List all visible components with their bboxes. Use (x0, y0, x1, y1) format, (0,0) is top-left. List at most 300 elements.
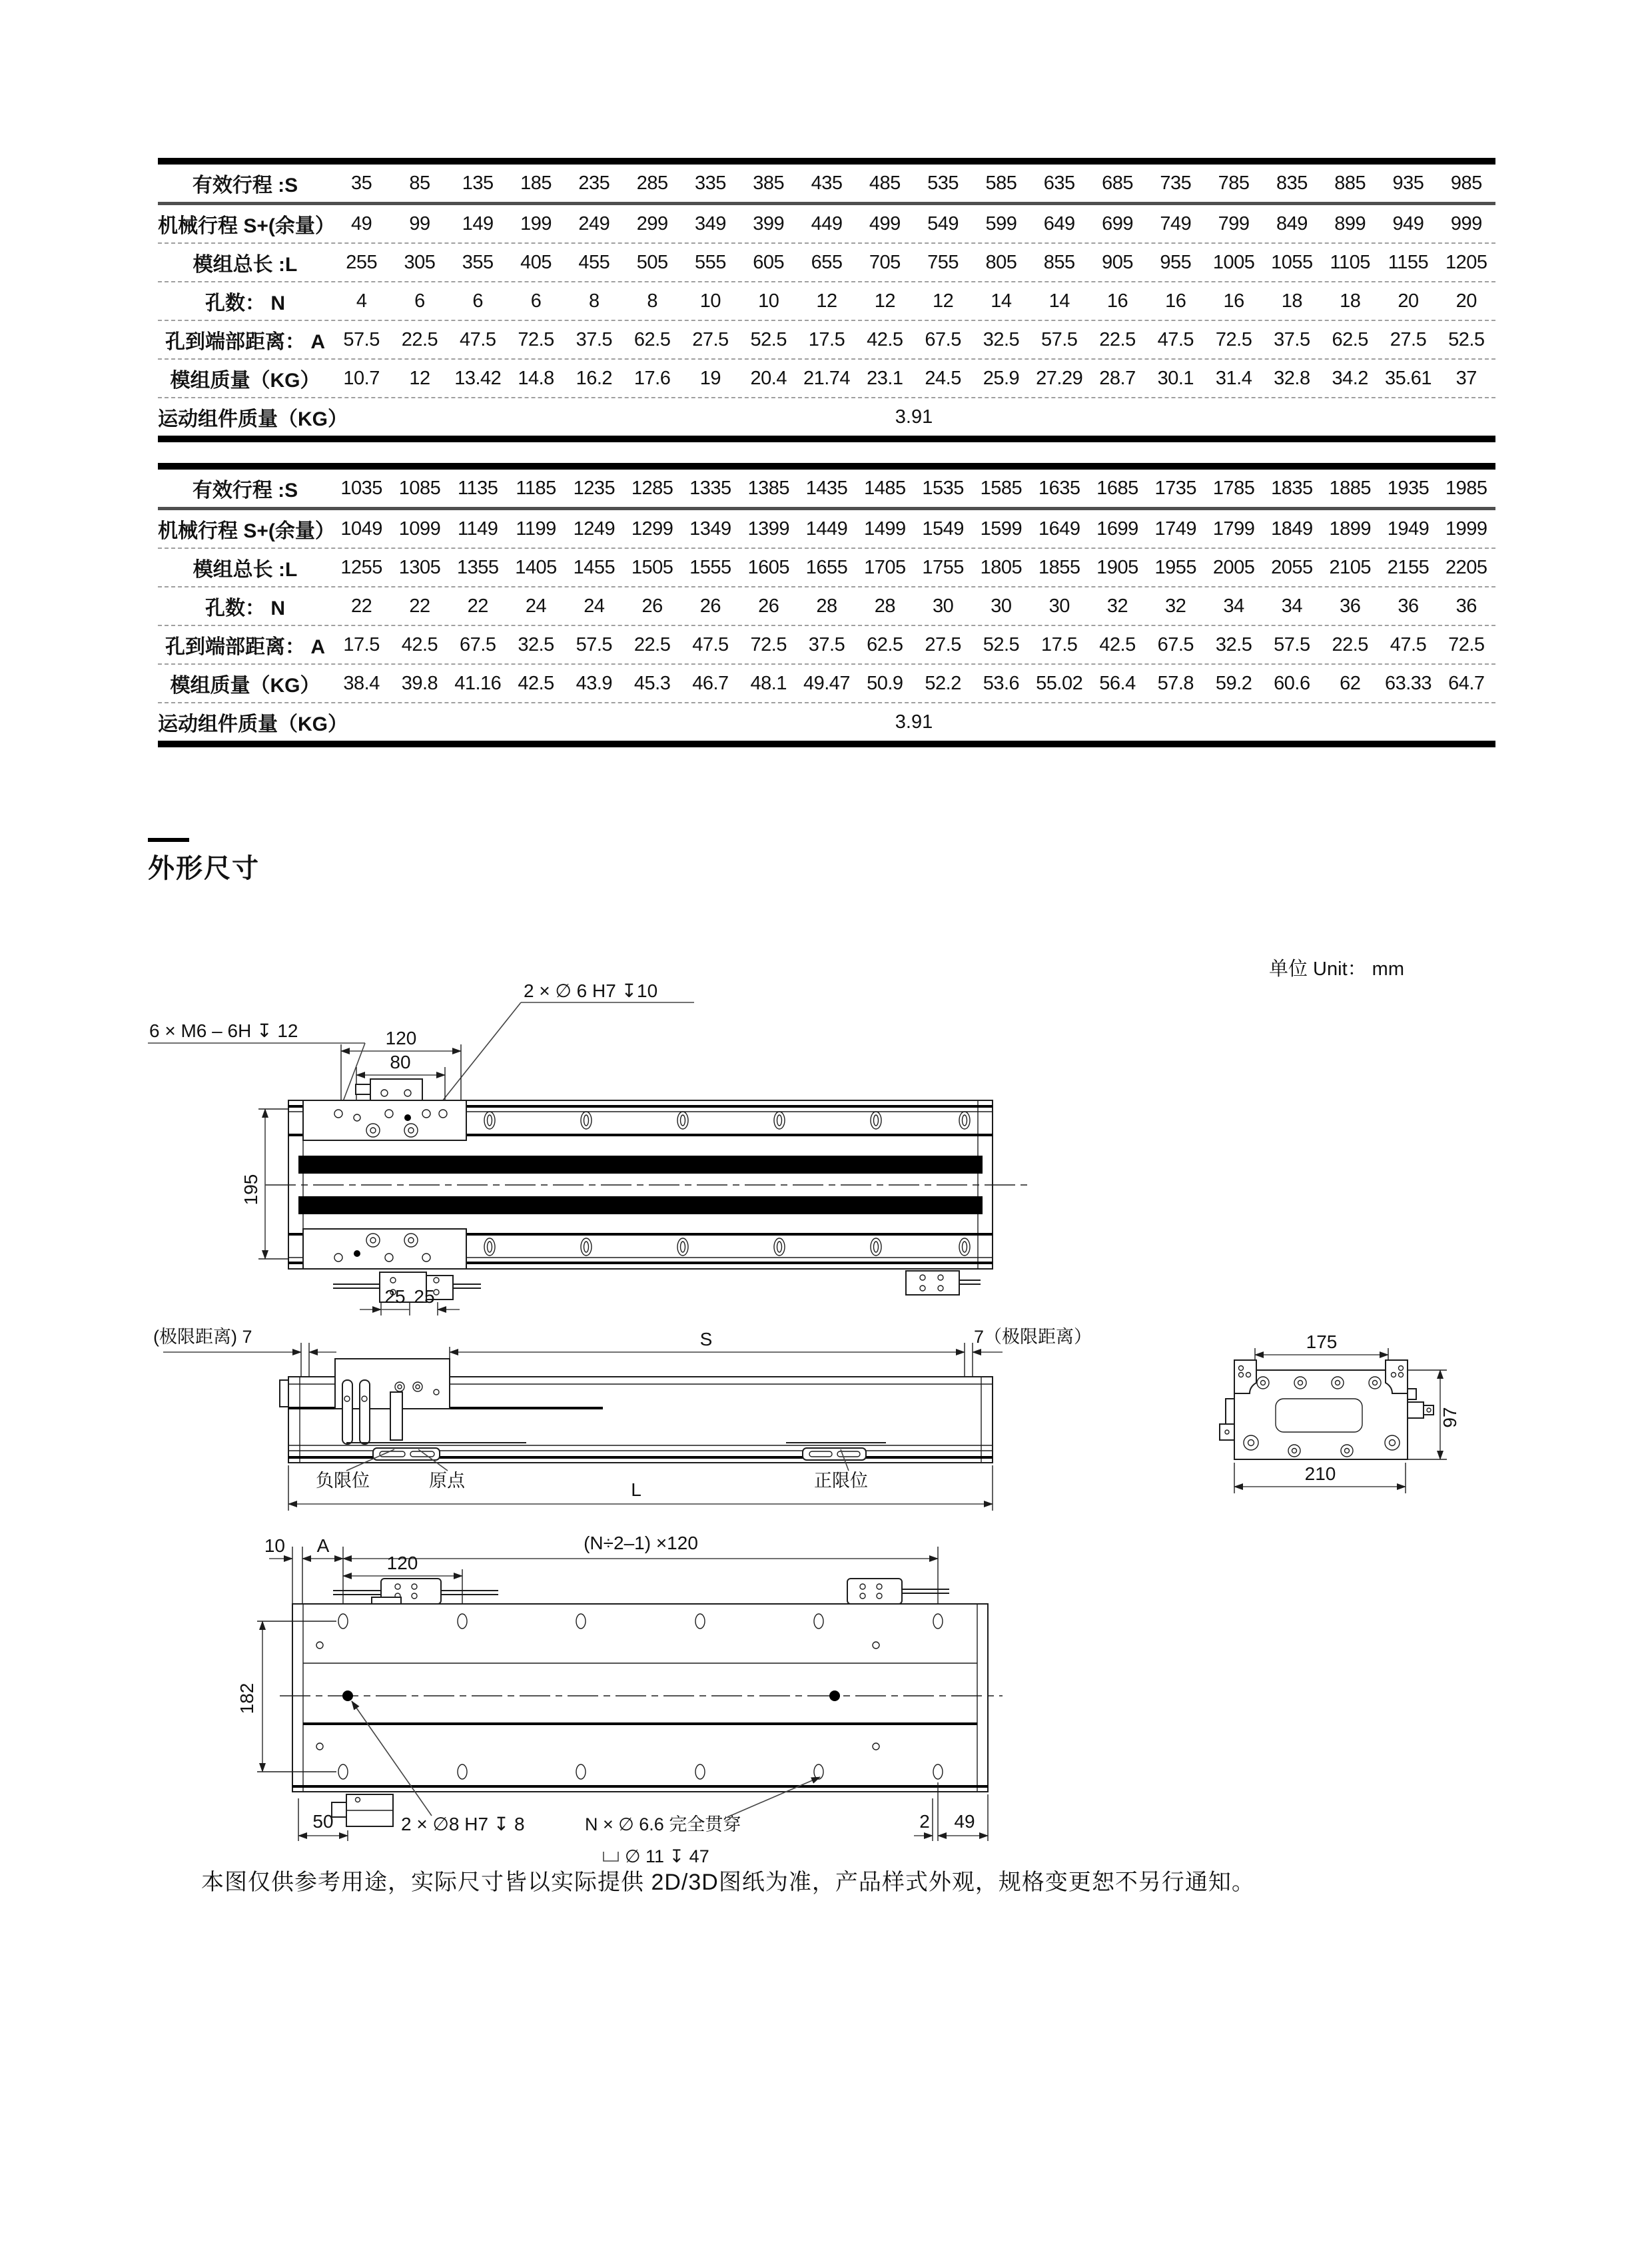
table-cell: 17.5 (808, 328, 845, 350)
table-row (158, 470, 1495, 507)
bottom-view-dim-120: 120 (386, 1553, 418, 1573)
table-border-bar (158, 158, 1495, 165)
table-cell: 785 (1218, 172, 1250, 194)
table-cell: 12 (874, 290, 895, 312)
row-label: 孔数： N (205, 597, 285, 619)
table-cell: 60.6 (1274, 672, 1310, 694)
table-cell: 14 (991, 290, 1012, 312)
table-cell: 1499 (864, 518, 906, 540)
table-cell: 1935 (1387, 477, 1430, 499)
table-cell: 499 (869, 212, 901, 234)
origin-dog (390, 1392, 402, 1440)
table-cell: 649 (1043, 212, 1075, 234)
table-cell: 2005 (1212, 556, 1255, 578)
table-cell: 1399 (747, 518, 789, 540)
table-cell: 18 (1340, 290, 1361, 312)
table-cell: 24 (584, 595, 605, 617)
table-cell: 57.5 (343, 328, 380, 350)
table-cell: 62 (1340, 672, 1361, 694)
table-cell: 72.5 (518, 328, 554, 350)
table-cell: 48.1 (750, 672, 787, 694)
table-row (158, 586, 1495, 625)
top-view-carriage-bottom (303, 1229, 466, 1269)
table-cell: 1205 (1446, 251, 1487, 273)
table-cell: 985 (1450, 172, 1482, 194)
row-label: 有效行程 :S (192, 480, 298, 502)
table-cell: 335 (694, 172, 726, 194)
table-cell: 1349 (689, 518, 731, 540)
table-cell: 505 (636, 251, 668, 273)
table-cell: 1905 (1096, 556, 1138, 578)
limit-dog-strap (342, 1380, 352, 1444)
table-cell: 22.5 (1332, 633, 1368, 655)
end-view-drawing (1199, 1322, 1519, 1522)
table-cell: 27.5 (925, 633, 961, 655)
bottom-view-dim-10: 10 (264, 1535, 285, 1556)
table-cell: 62.5 (1332, 328, 1368, 350)
table-span-row (158, 397, 1495, 436)
bottom-view-dim-182: 182 (236, 1682, 257, 1714)
side-view-dim-s: S (699, 1329, 713, 1349)
table-cell: 1585 (980, 477, 1023, 499)
table-cell: 10.7 (343, 367, 380, 389)
row-label: 孔数： N (205, 292, 285, 314)
table-cell: 30 (1048, 595, 1070, 617)
table-cell: 2105 (1329, 556, 1371, 578)
table-cell: 26 (641, 595, 663, 617)
table-cell: 1099 (398, 518, 441, 540)
table-row (158, 358, 1495, 397)
table-cell: 10 (699, 290, 721, 312)
table-cell: 38.4 (343, 672, 380, 694)
table-cell: 1655 (805, 556, 848, 578)
table-cell: 1105 (1330, 251, 1370, 273)
table-cell: 2055 (1271, 556, 1313, 578)
table-cell: 1599 (980, 518, 1023, 540)
row-label: 机械行程 S+(余量） (158, 215, 335, 237)
table-cell: 24.5 (925, 367, 961, 389)
top-view-dim-25a: 25 (384, 1286, 406, 1307)
table-cell: 52.2 (925, 672, 961, 694)
table-cell: 47.5 (1390, 633, 1427, 655)
table-cell: 26 (758, 595, 779, 617)
end-view-dim-175: 175 (1306, 1331, 1338, 1352)
table-cell: 10 (758, 290, 779, 312)
table-cell: 72.5 (750, 633, 787, 655)
table-cell: 1849 (1271, 518, 1313, 540)
table-cell: 1785 (1212, 477, 1255, 499)
row-label: 孔到端部距离： A (165, 636, 325, 658)
table-cell: 30.1 (1157, 367, 1194, 389)
origin-label: 原点 (429, 1471, 465, 1491)
table-cell: 599 (985, 212, 1017, 234)
side-view-limit-right: 7（极限距离） (974, 1327, 1092, 1347)
table-cell: 1799 (1212, 518, 1255, 540)
top-view-dowel-hole-note: 2 × ∅ 6 H7 ↧10 (524, 980, 658, 1001)
table-cell: 52.5 (983, 633, 1020, 655)
span-value: 3.91 (895, 711, 933, 733)
table-cell: 24 (525, 595, 547, 617)
table-cell: 67.5 (925, 328, 961, 350)
table-cell: 135 (462, 172, 494, 194)
table-cell: 22.5 (633, 633, 671, 655)
table-cell: 1649 (1038, 518, 1080, 540)
table-cell: 949 (1392, 212, 1424, 234)
table-cell: 305 (404, 251, 436, 273)
table-cell: 1249 (573, 518, 616, 540)
table-cell: 585 (985, 172, 1017, 194)
table-cell: 42.5 (401, 633, 438, 655)
table-cell: 705 (869, 251, 901, 273)
table-cell: 1985 (1446, 477, 1487, 499)
side-view-drawing (120, 1322, 1119, 1522)
row-label: 孔到端部距离： A (165, 331, 325, 353)
table-cell: 12 (409, 367, 430, 389)
table-cell: 1335 (689, 477, 731, 499)
table-cell: 22.5 (401, 328, 438, 350)
table-cell: 855 (1043, 251, 1075, 273)
table-cell: 6 (530, 290, 542, 312)
table-cell: 22 (351, 595, 372, 617)
top-view-dim-25b: 25 (414, 1286, 435, 1307)
table-cell: 1885 (1329, 477, 1371, 499)
table-cell: 12 (932, 290, 954, 312)
top-view-drawing (120, 959, 1066, 1332)
table-cell: 685 (1102, 172, 1133, 194)
top-view-sensor (370, 1079, 422, 1100)
table-cell: 385 (753, 172, 785, 194)
table-cell: 57.5 (576, 633, 613, 655)
bottom-view-dim-50: 50 (312, 1811, 334, 1832)
table-cell: 1255 (340, 556, 382, 578)
bottom-view-through-note: N × ∅ 6.6 完全贯穿 (585, 1814, 741, 1834)
table-cell: 32.5 (983, 328, 1020, 350)
table-cell: 14 (1048, 290, 1070, 312)
table-border-bar (158, 436, 1495, 442)
dowel-hole-right (829, 1690, 840, 1701)
table-cell: 27.5 (1390, 328, 1427, 350)
table-cell: 1005 (1212, 251, 1255, 273)
top-view-carriage (303, 1100, 466, 1140)
table-cell: 735 (1160, 172, 1192, 194)
table-cell: 1149 (458, 518, 498, 540)
table-cell: 23.1 (867, 367, 903, 389)
table-cell: 749 (1160, 212, 1192, 234)
table-cell: 1999 (1446, 518, 1487, 540)
table-cell: 16.2 (576, 367, 613, 389)
table-cell: 555 (694, 251, 726, 273)
table-cell: 57.8 (1157, 672, 1194, 694)
table-cell: 35.61 (1384, 367, 1432, 389)
bottom-limit-block-right (847, 1579, 902, 1604)
spec-table-2 (158, 463, 1495, 747)
table-row (158, 507, 1495, 548)
table-cell: 1455 (573, 556, 616, 578)
table-cell: 17.6 (633, 367, 671, 389)
table-cell: 52.5 (750, 328, 787, 350)
table-span-row (158, 702, 1495, 741)
table-cell: 17.5 (343, 633, 380, 655)
table-cell: 1549 (922, 518, 964, 540)
table-cell: 4 (356, 290, 367, 312)
table-cell: 30 (932, 595, 954, 617)
row-label: 有效行程 :S (192, 175, 298, 196)
table-cell: 19 (699, 367, 721, 389)
table-cell: 46.7 (692, 672, 729, 694)
section-title-overline (148, 838, 189, 842)
row-label: 模组总长 :L (193, 254, 298, 276)
table-cell: 32 (1165, 595, 1186, 617)
table-cell: 49.47 (803, 672, 851, 694)
table-cell: 149 (462, 212, 494, 234)
table-cell: 30 (991, 595, 1012, 617)
table-cell: 47.5 (1157, 328, 1194, 350)
table-cell: 8 (647, 290, 657, 312)
table-cell: 1085 (398, 477, 441, 499)
table-cell: 249 (578, 212, 610, 234)
table-cell: 32 (1106, 595, 1128, 617)
table-cell: 36 (1455, 595, 1477, 617)
table-cell: 955 (1160, 251, 1192, 273)
table-cell: 1899 (1329, 518, 1371, 540)
bottom-view-dim-a: A (316, 1535, 330, 1556)
table-cell: 1535 (922, 477, 964, 499)
table-cell: 45.3 (633, 672, 671, 694)
table-cell: 1635 (1038, 477, 1080, 499)
table-cell: 349 (694, 212, 726, 234)
section-title: 外形尺寸 (148, 854, 260, 883)
row-label: 模组总长 :L (193, 559, 298, 581)
table-cell: 935 (1392, 172, 1424, 194)
table-cell: 355 (462, 251, 494, 273)
table-cell: 42.5 (518, 672, 554, 694)
table-cell: 1805 (980, 556, 1023, 578)
table-cell: 255 (346, 251, 378, 273)
end-view-connector (1408, 1402, 1424, 1418)
table-cell: 47.5 (692, 633, 729, 655)
table-cell: 1155 (1388, 251, 1429, 273)
table-cell: 905 (1102, 251, 1133, 273)
table-cell: 34 (1281, 595, 1303, 617)
table-cell: 699 (1102, 212, 1133, 234)
row-label: 模组质量（KG） (170, 675, 320, 697)
table-cell: 20.4 (750, 367, 787, 389)
table-cell: 12 (816, 290, 837, 312)
table-row (158, 165, 1495, 202)
bottom-view-cbore-note: ∅ 11 ↧ 47 (625, 1846, 709, 1866)
table-cell: 1285 (631, 477, 673, 499)
table-cell: 2205 (1446, 556, 1487, 578)
table-cell: 36 (1398, 595, 1419, 617)
table-cell: 1699 (1096, 518, 1138, 540)
table-cell: 1449 (805, 518, 848, 540)
table-cell: 835 (1276, 172, 1308, 194)
table-cell: 449 (811, 212, 843, 234)
table-cell: 899 (1334, 212, 1366, 234)
table-cell: 1199 (516, 518, 556, 540)
unit-label: 单位 Unit： mm (1269, 958, 1405, 980)
disclaimer-note: 本图仅供参考用途，实际尺寸皆以实际提供 2D/3D图纸为准，产品样式外观，规格变更恕不另行通知。 (201, 1870, 1255, 1895)
end-view-dim-210: 210 (1304, 1463, 1336, 1484)
table-cell: 1055 (1271, 251, 1313, 273)
table-cell: 99 (409, 212, 430, 234)
table-cell: 1049 (340, 518, 382, 540)
table-cell: 535 (927, 172, 959, 194)
table-cell: 185 (520, 172, 552, 194)
table-cell: 47.5 (460, 328, 496, 350)
table-cell: 25.9 (983, 367, 1020, 389)
table-cell: 53.6 (983, 672, 1020, 694)
counterbore-icon (604, 1852, 618, 1861)
table-cell: 34.2 (1332, 367, 1368, 389)
table-cell: 72.5 (1215, 328, 1252, 350)
table-cell: 6 (472, 290, 484, 312)
table-row (158, 281, 1495, 320)
top-view-m6-note: 6 × M6 – 6H ↧ 12 (149, 1020, 298, 1041)
table-cell: 455 (578, 251, 610, 273)
table-cell: 56.4 (1099, 672, 1136, 694)
spec-table-1 (158, 158, 1495, 442)
table-cell: 32.5 (518, 633, 554, 655)
table-cell: 399 (753, 212, 785, 234)
table-cell: 22 (467, 595, 488, 617)
table-cell: 35 (351, 172, 372, 194)
bottom-view-dowel-note: 2 × ∅8 H7 ↧ 8 (401, 1814, 525, 1834)
table-cell: 1435 (805, 477, 848, 499)
table-cell: 62.5 (633, 328, 671, 350)
table-cell: 435 (811, 172, 843, 194)
table-cell: 32.5 (1215, 633, 1252, 655)
side-view-limit-left: (极限距离) 7 (153, 1327, 252, 1347)
bottom-view-drawing (120, 1525, 1119, 1865)
table-cell: 1385 (747, 477, 789, 499)
bottom-view-dim-2: 2 (919, 1811, 930, 1832)
table-cell: 6 (414, 290, 425, 312)
bottom-view-dim-49: 49 (954, 1811, 975, 1832)
table-cell: 1185 (516, 477, 556, 499)
row-label: 运动组件质量（KG） (158, 408, 348, 430)
table-cell: 2155 (1387, 556, 1430, 578)
table-cell: 13.42 (454, 367, 502, 389)
table-cell: 999 (1450, 212, 1482, 234)
table-cell: 20 (1455, 290, 1477, 312)
table-cell: 805 (985, 251, 1017, 273)
table-cell: 62.5 (867, 633, 903, 655)
table-row (158, 242, 1495, 281)
table-cell: 37 (1455, 367, 1477, 389)
table-cell: 1355 (456, 556, 499, 578)
neg-limit-label: 负限位 (316, 1471, 370, 1491)
table-cell: 57.5 (1040, 328, 1078, 350)
table-border-bar (158, 463, 1495, 470)
table-cell: 1735 (1154, 477, 1197, 499)
table-cell: 485 (869, 172, 901, 194)
table-cell: 1605 (747, 556, 789, 578)
table-cell: 16 (1106, 290, 1128, 312)
table-cell: 17.5 (1040, 633, 1078, 655)
table-cell: 605 (753, 251, 785, 273)
table-cell: 16 (1223, 290, 1244, 312)
top-view-dim-195: 195 (240, 1174, 261, 1206)
table-cell: 16 (1165, 290, 1186, 312)
table-row (158, 202, 1495, 242)
table-cell: 1955 (1154, 556, 1197, 578)
table-cell: 299 (636, 212, 668, 234)
table-cell: 18 (1281, 290, 1303, 312)
table-cell: 8 (589, 290, 600, 312)
table-cell: 42.5 (1099, 633, 1136, 655)
table-cell: 67.5 (460, 633, 496, 655)
table-cell: 849 (1276, 212, 1308, 234)
table-cell: 1505 (631, 556, 673, 578)
table-cell: 1855 (1038, 556, 1080, 578)
table-cell: 55.02 (1036, 672, 1083, 694)
top-view-dim-120: 120 (385, 1028, 417, 1048)
table-cell: 63.33 (1384, 672, 1432, 694)
table-cell: 39.8 (401, 672, 438, 694)
row-label: 运动组件质量（KG） (158, 713, 348, 735)
table-cell: 1555 (689, 556, 731, 578)
table-cell: 41.16 (454, 672, 502, 694)
table-cell: 42.5 (867, 328, 903, 350)
top-view-dim-80: 80 (390, 1052, 411, 1072)
table-cell: 21.74 (803, 367, 851, 389)
table-row (158, 548, 1495, 586)
table-cell: 1835 (1271, 477, 1313, 499)
table-cell: 1485 (864, 477, 906, 499)
table-cell: 235 (578, 172, 610, 194)
table-cell: 1035 (340, 477, 382, 499)
table-cell: 85 (409, 172, 430, 194)
table-cell: 26 (699, 595, 721, 617)
row-label: 模组质量（KG） (170, 370, 320, 392)
table-cell: 37.5 (576, 328, 613, 350)
end-view-dim-97: 97 (1440, 1407, 1460, 1428)
table-row (158, 663, 1495, 702)
table-cell: 28 (816, 595, 837, 617)
table-cell: 1299 (631, 518, 673, 540)
table-cell: 22 (409, 595, 430, 617)
table-cell: 1755 (922, 556, 964, 578)
table-cell: 1235 (573, 477, 616, 499)
table-cell: 549 (927, 212, 959, 234)
table-row (158, 320, 1495, 358)
table-cell: 1405 (515, 556, 557, 578)
table-cell: 27.5 (692, 328, 729, 350)
dowel-hole-left (342, 1690, 353, 1701)
limit-bracket-right (906, 1271, 959, 1295)
table-cell: 885 (1334, 172, 1366, 194)
table-cell: 37.5 (1274, 328, 1310, 350)
table-cell: 22.5 (1099, 328, 1136, 350)
table-cell: 199 (520, 212, 552, 234)
table-border-bar (158, 741, 1495, 747)
table-cell: 1949 (1387, 518, 1430, 540)
table-cell: 1685 (1096, 477, 1138, 499)
table-cell: 36 (1340, 595, 1361, 617)
table-cell: 635 (1043, 172, 1075, 194)
table-cell: 1749 (1154, 518, 1197, 540)
table-cell: 34 (1223, 595, 1244, 617)
table-cell: 27.29 (1036, 367, 1083, 389)
pos-limit-label: 正限位 (814, 1471, 868, 1491)
table-cell: 20 (1398, 290, 1419, 312)
bottom-view-dim-pitch: (N÷2–1) ×120 (584, 1533, 698, 1553)
table-cell: 405 (520, 251, 552, 273)
table-cell: 14.8 (518, 367, 554, 389)
table-cell: 28.7 (1099, 367, 1136, 389)
table-cell: 64.7 (1448, 672, 1485, 694)
